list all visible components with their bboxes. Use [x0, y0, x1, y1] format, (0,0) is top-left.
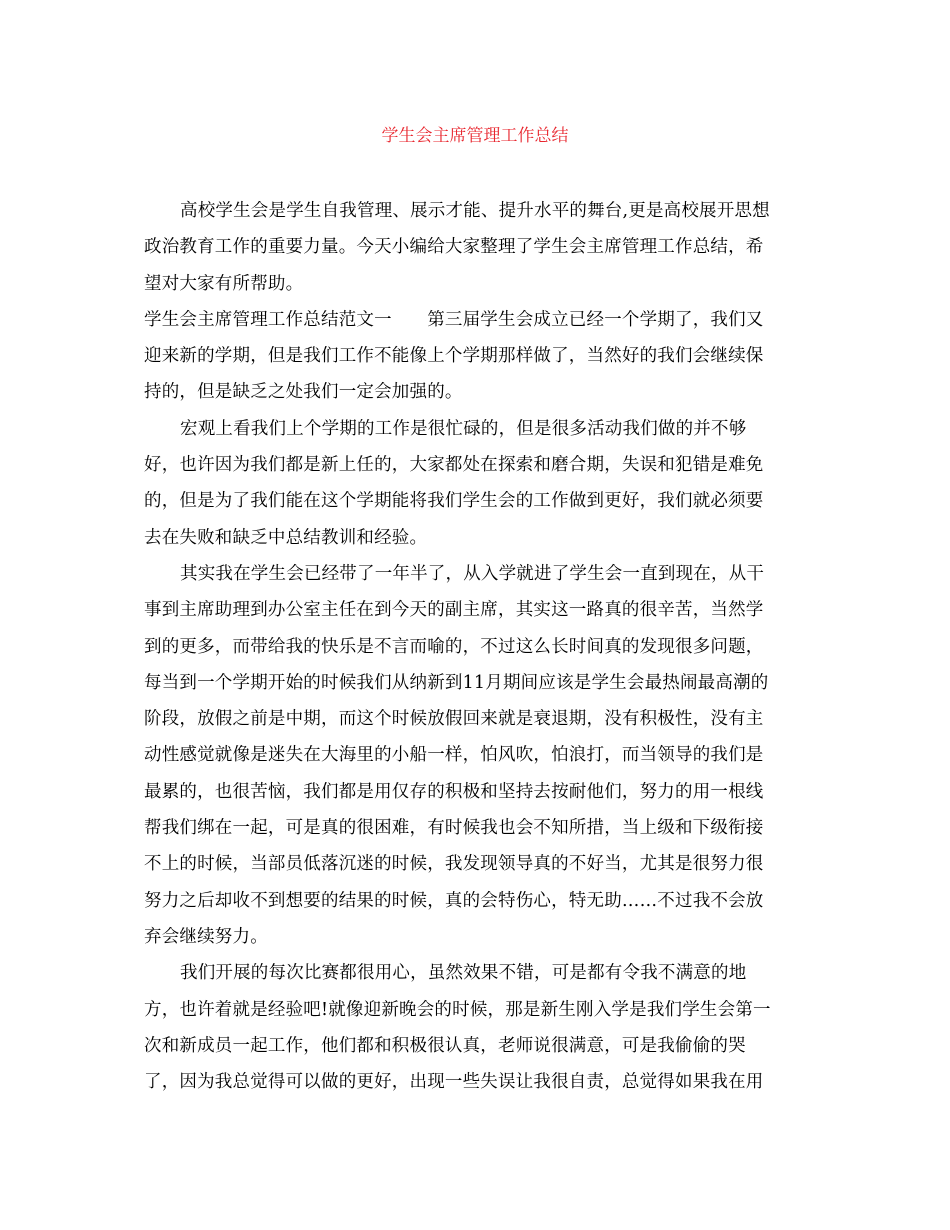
text-line: 学生会主席管理工作总结范文一 第三届学生会成立已经一个学期了，我们又 [144, 309, 764, 330]
text-line: 最累的，也很苦恼，我们都是用仅存的积极和坚持去按耐他们，努力的用一根线 [144, 781, 764, 802]
text-line: 动性感觉就像是迷失在大海里的小船一样，怕风吹，怕浪打，而当领导的我们是 [144, 745, 764, 766]
document-body [144, 193, 804, 1100]
text-line: 其实我在学生会已经带了一年半了，从入学就进了学生会一直到现在，从干 [180, 563, 765, 584]
text-line: 次和新成员一起工作，他们都和积极很认真，老师说很满意，可是我偷偷的哭 [144, 1035, 746, 1056]
text-line: 我们开展的每次比赛都很用心，虽然效果不错，可是都有令我不满意的地 [180, 963, 747, 984]
text-line: 宏观上看我们上个学期的工作是很忙碌的，但是很多活动我们做的并不够 [180, 418, 747, 439]
text-line: 不上的时候，当部员低落沉迷的时候，我发现领导真的不好当，尤其是很努力很 [144, 854, 764, 875]
text-line: 事到主席助理到办公室主任在到今天的副主席，其实这一路真的很辛苦，当然学 [144, 600, 764, 621]
text-line: 望对大家有所帮助。 [144, 273, 304, 294]
text-line: 到的更多，而带给我的快乐是不言而喻的，不过这么长时间真的发现很多问题， [144, 636, 764, 657]
text-line: 迎来新的学期，但是我们工作不能像上个学期那样做了，当然好的我们会继续保 [144, 346, 764, 367]
text-line: 每当到一个学期开始的时候我们从纳新到11月期间应该是学生会最热闹最高潮的 [144, 672, 769, 693]
text-line: 的，但是为了我们能在这个学期能将我们学生会的工作做到更好，我们就必须要 [144, 491, 764, 512]
text-line: 政治教育工作的重要力量。今天小编给大家整理了学生会主席管理工作总结，希 [144, 237, 764, 258]
text-line: 持的，但是缺乏之处我们一定会加强的。 [144, 382, 463, 403]
text-line: 去在失败和缺乏中总结教训和经验。 [144, 527, 428, 548]
text-line: 方，也许着就是经验吧!就像迎新晚会的时候，那是新生刚入学是我们学生会第一 [144, 999, 771, 1020]
text-line: 了，因为我总觉得可以做的更好，出现一些失误让我很自责，总觉得如果我在用 [144, 1072, 764, 1093]
document-title: 学生会主席管理工作总结 [381, 126, 569, 146]
text-line: 好，也许因为我们都是新上任的，大家都处在探索和磨合期，失误和犯错是难免 [144, 455, 764, 476]
text-line: 帮我们绑在一起，可是真的很困难，有时候我也会不知所措，当上级和下级衔接 [144, 818, 764, 839]
text-line: 阶段，放假之前是中期，而这个时候放假回来就是衰退期，没有积极性，没有主 [144, 709, 764, 730]
text-line: 努力之后却收不到想要的结果的时候，真的会特伤心，特无助……不过我不会放 [144, 890, 764, 911]
text-line: 弃会继续努力。 [144, 926, 268, 947]
text-line: 高校学生会是学生自我管理、展示才能、提升水平的舞台,更是高校展开思想 [180, 201, 770, 221]
